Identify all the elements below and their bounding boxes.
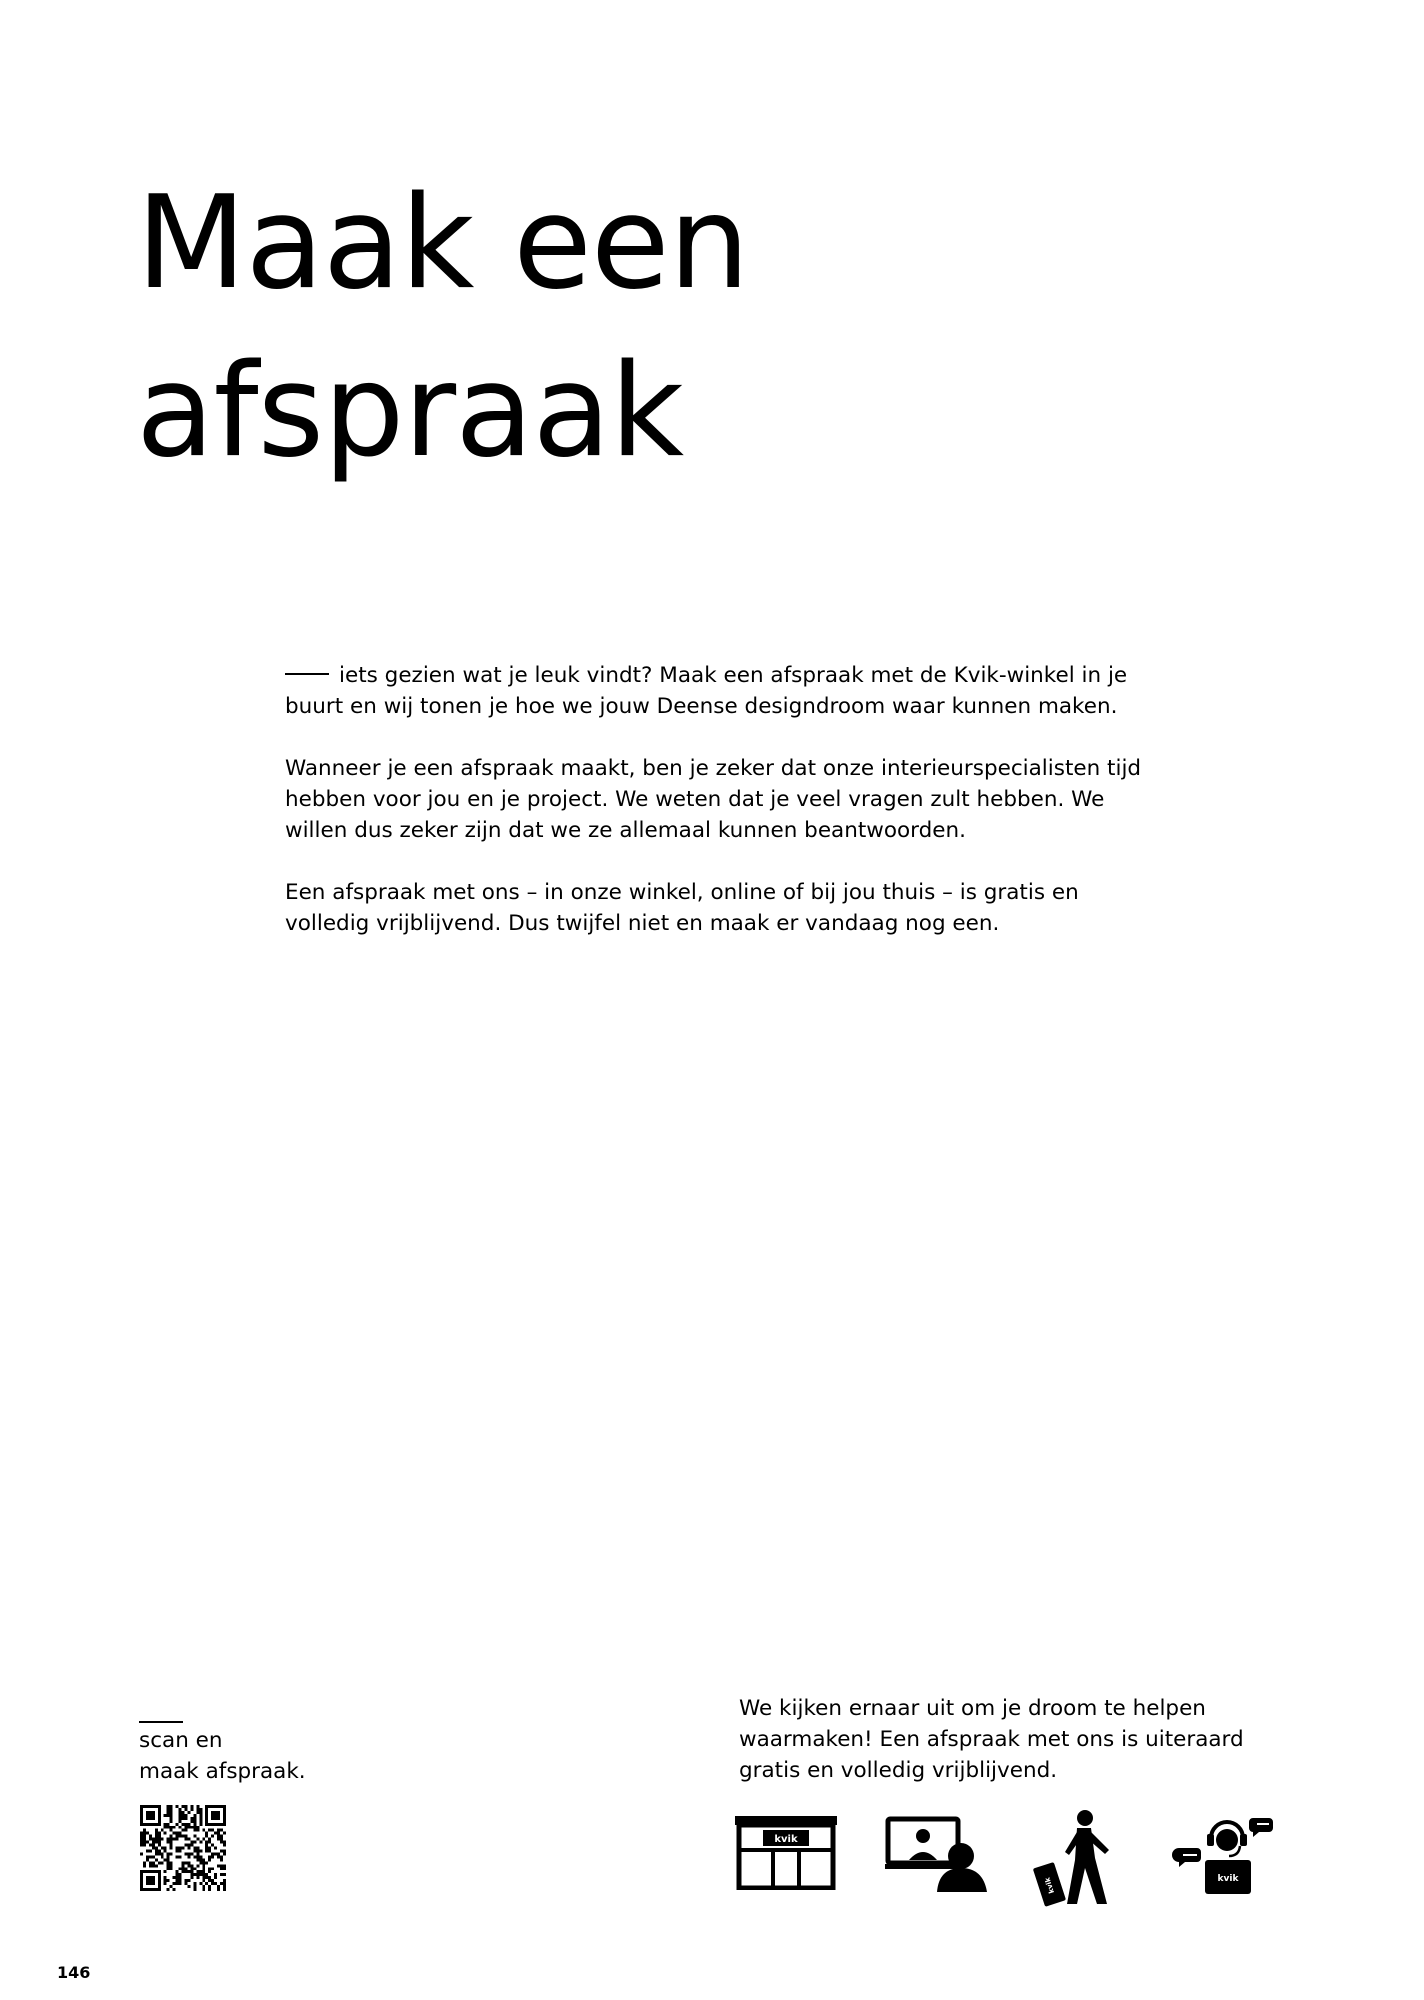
suitcase-label: kvik xyxy=(1043,1876,1057,1895)
scan-caption-line-1 xyxy=(139,1723,306,1756)
page-title xyxy=(136,160,749,496)
dash-decoration xyxy=(285,673,329,675)
intro-paragraph: Een afspraak met ons – in onze winkel, online of bij jou thuis – is gratis en volledig vrijblijvend. Dus twijfel niet en maak er vandaag nog een. xyxy=(285,880,1079,936)
qr-code[interactable] xyxy=(140,1805,226,1891)
home-visit-icon xyxy=(1027,1808,1127,1908)
intro-paragraph xyxy=(285,660,1165,722)
store-icon xyxy=(735,1816,837,1890)
intro-paragraph: Wanneer je een afspraak maakt, ben je zeker dat onze interieurspecialisten tijd hebben voor jou en je project. We weten dat je veel vragen zult hebben. We willen dus zeker zijn dat we ze allemaal kunnen beantwoorden. xyxy=(285,756,1142,843)
promo-text xyxy=(739,1693,1299,1786)
scan-caption-text: scan en xyxy=(139,1728,223,1753)
promo-line-1: We kijken ernaar uit om je droom te helpen xyxy=(739,1696,1206,1721)
laptop-label: kvik xyxy=(1217,1874,1239,1884)
scan-caption xyxy=(139,1723,306,1787)
video-call-icon xyxy=(885,1816,989,1892)
promo-line-3: gratis en volledig vrijblijvend. xyxy=(739,1758,1058,1783)
intro-text xyxy=(285,660,1165,970)
page-title-line-2: afspraak xyxy=(136,337,684,486)
dash-decoration xyxy=(139,1721,183,1723)
promo-line-2: waarmaken! Een afspraak met ons is uiteraard xyxy=(739,1727,1244,1752)
customer-support-icon xyxy=(1171,1814,1277,1898)
page-title-line-1: Maak een xyxy=(136,169,749,318)
store-sign-label: kvik xyxy=(774,1834,798,1845)
page-number: 146 xyxy=(57,1963,91,1982)
appointment-type-icons xyxy=(735,1808,1275,1908)
scan-caption-line-2: maak afspraak. xyxy=(139,1759,306,1784)
intro-paragraph-text: iets gezien wat je leuk vindt? Maak een afspraak met de Kvik-winkel in je buurt en wij tonen je hoe we jouw Deense designdroom waar kunnen maken. xyxy=(285,663,1128,719)
